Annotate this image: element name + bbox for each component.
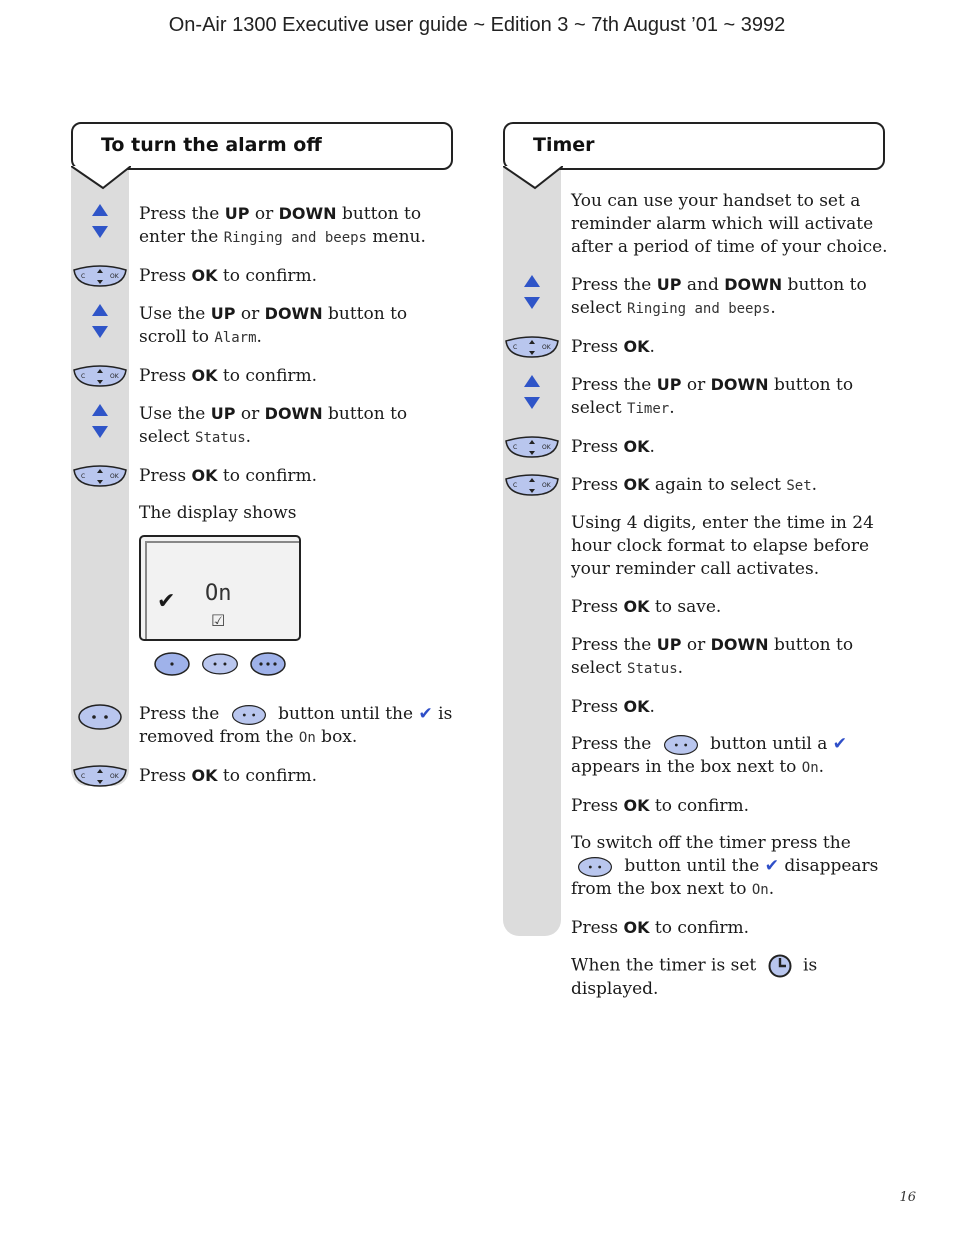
list-item: To switch off the timer press the button until the ✔ disappears from the box next to On. [571,833,879,899]
list-item: Press OK to confirm. [139,464,457,488]
section-title-box [71,122,453,170]
list-item: Press the UP or DOWN button to select Timer. [571,373,889,421]
alarm-off-section [71,122,453,786]
list-item: Using 4 digits, enter the time in 24 hour clock format to elapse before your reminder call activates. [571,513,874,579]
c-ok-navigation-key-icon [504,335,560,359]
two-dot-softkey-icon [577,856,613,878]
softkey-row [153,651,457,677]
list-item: Press OK again to select Set. [571,473,889,498]
list-item: Press OK to confirm. [139,364,457,388]
two-dot-softkey-icon [231,704,267,726]
c-ok-navigation-key-icon [504,435,560,459]
page-number: 16 [899,1190,916,1205]
list-item: Press OK. [571,435,889,459]
list-item: Use the UP or DOWN button to scroll to Alarm. [139,302,457,350]
c-ok-navigation-key-icon [72,364,128,388]
step-list [139,190,457,802]
list-item: The display shows [139,503,297,523]
list-item: You can use your handset to set a reminder alarm which will activate after a period of time of your choice. [571,191,888,257]
display-on-label: On [205,581,232,606]
list-item: Press the button until a ✔ appears in the box next to On. [571,734,848,777]
list-item: Use the UP or DOWN button to select Status. [139,402,457,450]
list-item: Press the UP or DOWN button to select Status. [571,635,854,678]
list-item: Press OK to confirm. [139,764,457,788]
c-ok-navigation-key-icon [72,264,128,288]
display-check: ✔ [157,589,176,614]
page-header: On-Air 1300 Executive user guide ~ Edition 3 ~ 7th August ’01 ~ 3992 [168,14,786,36]
section-title: Timer [533,134,595,156]
c-ok-navigation-key-icon [504,473,560,497]
two-dot-softkey-icon [663,734,699,756]
list-item: Press OK. [571,335,889,359]
up-down-arrows-icon [90,302,110,340]
list-item: Press the UP or DOWN button to enter the Ringing and beeps menu. [139,202,457,250]
display-checkbox: ☑ [211,611,226,630]
list-item: Press OK to confirm. [571,918,750,938]
list-item: Press the button until the ✔ is removed from the On box. [139,703,457,750]
up-down-arrows-icon [522,273,542,311]
c-ok-navigation-key-icon [72,464,128,488]
two-dot-softkey-icon [77,703,123,731]
up-down-arrows-icon [90,402,110,440]
list-item: When the timer is set is displayed. [571,955,818,999]
timer-section [503,122,888,999]
list-item: Press the UP and DOWN button to select Ringing and beeps. [571,273,889,321]
softkey-left-icon [153,651,191,677]
section-title: To turn the alarm off [101,134,322,156]
list-item: Press OK. [571,697,655,717]
step-list [571,190,889,1015]
c-ok-navigation-key-icon [72,764,128,788]
up-down-arrows-icon [90,202,110,240]
handset-display [139,535,301,641]
title-notch [71,166,131,190]
softkey-middle-icon [201,651,239,677]
up-down-arrows-icon [522,373,542,411]
clock-icon [768,954,792,978]
section-title-box [503,122,885,170]
list-item: Press OK to confirm. [139,264,457,288]
list-item: Press OK to save. [571,597,722,617]
title-notch [503,166,563,190]
list-item: Press OK to confirm. [571,796,750,816]
softkey-right-icon [249,651,287,677]
